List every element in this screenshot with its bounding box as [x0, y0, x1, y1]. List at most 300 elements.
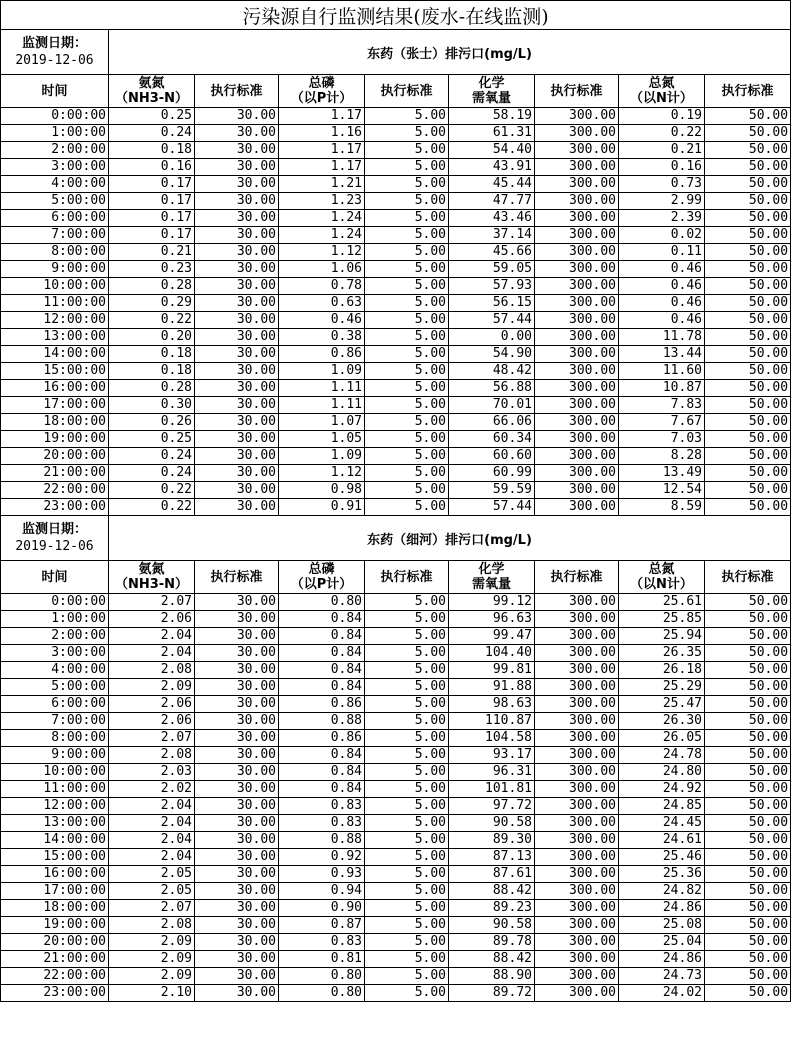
- nitrogen-cell: 24.86: [619, 900, 705, 917]
- column-header-line: 总磷: [308, 562, 335, 577]
- column-header: [619, 75, 705, 108]
- column-header-line: 氨氮: [138, 562, 165, 577]
- cod-limit-cell: 300.00: [535, 227, 619, 244]
- time-cell: 0:00:00: [1, 108, 109, 125]
- ammonia-limit-cell: 30.00: [195, 849, 279, 866]
- ammonia-limit-cell: 30.00: [195, 176, 279, 193]
- phosphorus-cell: 1.07: [279, 414, 365, 431]
- time-cell: 17:00:00: [1, 397, 109, 414]
- nitrogen-cell: 25.94: [619, 628, 705, 645]
- nitrogen-limit-cell: 50.00: [705, 594, 791, 611]
- phosphorus-cell: 0.93: [279, 866, 365, 883]
- table-row: [1, 883, 791, 900]
- phosphorus-cell: 0.84: [279, 764, 365, 781]
- ammonia-cell: 0.18: [109, 363, 195, 380]
- ammonia-cell: 0.24: [109, 465, 195, 482]
- outlet-name: 东药（细河）排污口(mg/L): [109, 516, 791, 561]
- nitrogen-limit-cell: 50.00: [705, 866, 791, 883]
- phosphorus-cell: 1.12: [279, 244, 365, 261]
- phosphorus-limit-cell: 5.00: [365, 968, 449, 985]
- nitrogen-cell: 0.46: [619, 295, 705, 312]
- table-row: [1, 798, 791, 815]
- table-row: [1, 414, 791, 431]
- phosphorus-limit-cell: 5.00: [365, 278, 449, 295]
- nitrogen-cell: 2.39: [619, 210, 705, 227]
- phosphorus-cell: 1.21: [279, 176, 365, 193]
- cod-cell: 61.31: [449, 125, 535, 142]
- column-header-line: 时间: [41, 83, 68, 99]
- time-cell: 7:00:00: [1, 227, 109, 244]
- cod-cell: 57.93: [449, 278, 535, 295]
- column-header-line: 执行标准: [380, 569, 433, 585]
- cod-cell: 104.58: [449, 730, 535, 747]
- phosphorus-cell: 0.80: [279, 985, 365, 1002]
- ammonia-cell: 2.08: [109, 747, 195, 764]
- column-header: [705, 75, 791, 108]
- time-cell: 10:00:00: [1, 278, 109, 295]
- phosphorus-limit-cell: 5.00: [365, 431, 449, 448]
- column-header-line: 执行标准: [721, 83, 774, 99]
- cod-limit-cell: 300.00: [535, 934, 619, 951]
- date-row: [1, 30, 791, 75]
- nitrogen-limit-cell: 50.00: [705, 448, 791, 465]
- cod-limit-cell: 300.00: [535, 499, 619, 516]
- time-cell: 9:00:00: [1, 747, 109, 764]
- phosphorus-limit-cell: 5.00: [365, 380, 449, 397]
- phosphorus-limit-cell: 5.00: [365, 781, 449, 798]
- time-cell: 9:00:00: [1, 261, 109, 278]
- table-row: [1, 645, 791, 662]
- nitrogen-cell: 0.73: [619, 176, 705, 193]
- time-cell: 23:00:00: [1, 499, 109, 516]
- time-cell: 3:00:00: [1, 159, 109, 176]
- nitrogen-limit-cell: 50.00: [705, 227, 791, 244]
- ammonia-limit-cell: 30.00: [195, 696, 279, 713]
- ammonia-limit-cell: 30.00: [195, 448, 279, 465]
- nitrogen-limit-cell: 50.00: [705, 781, 791, 798]
- phosphorus-limit-cell: 5.00: [365, 244, 449, 261]
- nitrogen-cell: 0.46: [619, 278, 705, 295]
- ammonia-cell: 0.22: [109, 312, 195, 329]
- cod-cell: 87.13: [449, 849, 535, 866]
- outlet-name: 东药（张士）排污口(mg/L): [109, 30, 791, 75]
- ammonia-limit-cell: 30.00: [195, 261, 279, 278]
- cod-limit-cell: 300.00: [535, 261, 619, 278]
- ammonia-cell: 0.17: [109, 210, 195, 227]
- column-header-line: 需氧量: [471, 577, 511, 592]
- time-cell: 10:00:00: [1, 764, 109, 781]
- ammonia-cell: 2.04: [109, 832, 195, 849]
- nitrogen-cell: 26.35: [619, 645, 705, 662]
- phosphorus-cell: 0.84: [279, 645, 365, 662]
- phosphorus-cell: 0.92: [279, 849, 365, 866]
- ammonia-cell: 0.28: [109, 278, 195, 295]
- column-header: [365, 75, 449, 108]
- cod-cell: 91.88: [449, 679, 535, 696]
- cod-cell: 59.05: [449, 261, 535, 278]
- table-row: [1, 815, 791, 832]
- nitrogen-limit-cell: 50.00: [705, 951, 791, 968]
- phosphorus-limit-cell: 5.00: [365, 662, 449, 679]
- ammonia-cell: 0.30: [109, 397, 195, 414]
- table-row: [1, 193, 791, 210]
- nitrogen-cell: 10.87: [619, 380, 705, 397]
- report-title: 污染源自行监测结果(废水-在线监测): [1, 1, 791, 30]
- cod-limit-cell: 300.00: [535, 883, 619, 900]
- time-cell: 12:00:00: [1, 798, 109, 815]
- time-cell: 1:00:00: [1, 611, 109, 628]
- phosphorus-limit-cell: 5.00: [365, 730, 449, 747]
- nitrogen-limit-cell: 50.00: [705, 176, 791, 193]
- nitrogen-cell: 7.83: [619, 397, 705, 414]
- date-label: 监测日期：: [21, 522, 87, 537]
- nitrogen-limit-cell: 50.00: [705, 815, 791, 832]
- cod-limit-cell: 300.00: [535, 482, 619, 499]
- phosphorus-cell: 0.84: [279, 747, 365, 764]
- ammonia-limit-cell: 30.00: [195, 142, 279, 159]
- phosphorus-cell: 1.11: [279, 397, 365, 414]
- phosphorus-limit-cell: 5.00: [365, 295, 449, 312]
- table-row: [1, 261, 791, 278]
- ammonia-limit-cell: 30.00: [195, 628, 279, 645]
- cod-limit-cell: 300.00: [535, 730, 619, 747]
- phosphorus-cell: 1.12: [279, 465, 365, 482]
- column-header-line: 化学: [478, 76, 505, 91]
- nitrogen-limit-cell: 50.00: [705, 917, 791, 934]
- column-header-line: （以P计）: [290, 91, 353, 106]
- ammonia-limit-cell: 30.00: [195, 645, 279, 662]
- nitrogen-limit-cell: 50.00: [705, 679, 791, 696]
- phosphorus-cell: 0.80: [279, 968, 365, 985]
- ammonia-cell: 0.17: [109, 227, 195, 244]
- phosphorus-limit-cell: 5.00: [365, 645, 449, 662]
- ammonia-cell: 2.10: [109, 985, 195, 1002]
- time-cell: 3:00:00: [1, 645, 109, 662]
- ammonia-limit-cell: 30.00: [195, 380, 279, 397]
- table-row: [1, 431, 791, 448]
- table-row: [1, 278, 791, 295]
- ammonia-limit-cell: 30.00: [195, 764, 279, 781]
- nitrogen-cell: 26.05: [619, 730, 705, 747]
- nitrogen-limit-cell: 50.00: [705, 832, 791, 849]
- time-cell: 16:00:00: [1, 866, 109, 883]
- ammonia-limit-cell: 30.00: [195, 193, 279, 210]
- cod-cell: 98.63: [449, 696, 535, 713]
- nitrogen-limit-cell: 50.00: [705, 696, 791, 713]
- table-row: [1, 176, 791, 193]
- phosphorus-limit-cell: 5.00: [365, 985, 449, 1002]
- column-header: [279, 75, 365, 108]
- ammonia-cell: 0.23: [109, 261, 195, 278]
- nitrogen-cell: 24.45: [619, 815, 705, 832]
- phosphorus-limit-cell: 5.00: [365, 261, 449, 278]
- phosphorus-limit-cell: 5.00: [365, 465, 449, 482]
- ammonia-limit-cell: 30.00: [195, 227, 279, 244]
- nitrogen-limit-cell: 50.00: [705, 798, 791, 815]
- nitrogen-cell: 7.03: [619, 431, 705, 448]
- ammonia-cell: 2.08: [109, 917, 195, 934]
- phosphorus-cell: 1.24: [279, 210, 365, 227]
- phosphorus-limit-cell: 5.00: [365, 125, 449, 142]
- phosphorus-cell: 0.83: [279, 815, 365, 832]
- ammonia-cell: 2.07: [109, 900, 195, 917]
- table-row: [1, 346, 791, 363]
- cod-cell: 89.23: [449, 900, 535, 917]
- phosphorus-limit-cell: 5.00: [365, 363, 449, 380]
- cod-limit-cell: 300.00: [535, 244, 619, 261]
- column-header: [279, 561, 365, 594]
- column-header-line: 总氮: [648, 562, 675, 577]
- ammonia-limit-cell: 30.00: [195, 397, 279, 414]
- cod-limit-cell: 300.00: [535, 312, 619, 329]
- cod-limit-cell: 300.00: [535, 431, 619, 448]
- nitrogen-limit-cell: 50.00: [705, 662, 791, 679]
- ammonia-limit-cell: 30.00: [195, 679, 279, 696]
- ammonia-cell: 2.03: [109, 764, 195, 781]
- nitrogen-cell: 24.02: [619, 985, 705, 1002]
- phosphorus-cell: 1.24: [279, 227, 365, 244]
- phosphorus-limit-cell: 5.00: [365, 815, 449, 832]
- phosphorus-limit-cell: 5.00: [365, 934, 449, 951]
- nitrogen-limit-cell: 50.00: [705, 934, 791, 951]
- cod-limit-cell: 300.00: [535, 108, 619, 125]
- nitrogen-cell: 11.78: [619, 329, 705, 346]
- cod-cell: 70.01: [449, 397, 535, 414]
- ammonia-limit-cell: 30.00: [195, 662, 279, 679]
- time-cell: 11:00:00: [1, 781, 109, 798]
- column-header: [449, 75, 535, 108]
- column-header: [365, 561, 449, 594]
- phosphorus-cell: 0.94: [279, 883, 365, 900]
- phosphorus-cell: 0.80: [279, 594, 365, 611]
- ammonia-cell: 0.18: [109, 346, 195, 363]
- ammonia-limit-cell: 30.00: [195, 108, 279, 125]
- ammonia-cell: 2.02: [109, 781, 195, 798]
- phosphorus-cell: 0.84: [279, 679, 365, 696]
- ammonia-limit-cell: 30.00: [195, 866, 279, 883]
- phosphorus-cell: 0.88: [279, 713, 365, 730]
- column-header: [535, 75, 619, 108]
- ammonia-cell: 0.22: [109, 499, 195, 516]
- nitrogen-cell: 0.22: [619, 125, 705, 142]
- ammonia-limit-cell: 30.00: [195, 465, 279, 482]
- ammonia-limit-cell: 30.00: [195, 312, 279, 329]
- nitrogen-cell: 24.82: [619, 883, 705, 900]
- cod-cell: 60.60: [449, 448, 535, 465]
- time-cell: 4:00:00: [1, 662, 109, 679]
- time-cell: 0:00:00: [1, 594, 109, 611]
- time-cell: 17:00:00: [1, 883, 109, 900]
- phosphorus-limit-cell: 5.00: [365, 713, 449, 730]
- cod-limit-cell: 300.00: [535, 696, 619, 713]
- ammonia-limit-cell: 30.00: [195, 798, 279, 815]
- cod-limit-cell: 300.00: [535, 968, 619, 985]
- phosphorus-limit-cell: 5.00: [365, 747, 449, 764]
- nitrogen-limit-cell: 50.00: [705, 611, 791, 628]
- phosphorus-limit-cell: 5.00: [365, 883, 449, 900]
- time-cell: 8:00:00: [1, 244, 109, 261]
- column-header-line: 氨氮: [138, 76, 165, 91]
- nitrogen-limit-cell: 50.00: [705, 159, 791, 176]
- ammonia-limit-cell: 30.00: [195, 713, 279, 730]
- table-row: [1, 295, 791, 312]
- nitrogen-cell: 24.61: [619, 832, 705, 849]
- phosphorus-limit-cell: 5.00: [365, 696, 449, 713]
- phosphorus-limit-cell: 5.00: [365, 832, 449, 849]
- nitrogen-cell: 24.73: [619, 968, 705, 985]
- column-header-line: （以N计）: [630, 577, 693, 592]
- phosphorus-limit-cell: 5.00: [365, 611, 449, 628]
- ammonia-cell: 2.06: [109, 696, 195, 713]
- column-header-line: （以N计）: [630, 91, 693, 106]
- nitrogen-limit-cell: 50.00: [705, 244, 791, 261]
- cod-limit-cell: 300.00: [535, 329, 619, 346]
- date-row: [1, 516, 791, 561]
- nitrogen-cell: 25.08: [619, 917, 705, 934]
- title-row: [1, 1, 791, 30]
- cod-limit-cell: 300.00: [535, 781, 619, 798]
- phosphorus-limit-cell: 5.00: [365, 329, 449, 346]
- column-header: [1, 561, 109, 594]
- phosphorus-cell: 1.23: [279, 193, 365, 210]
- cod-cell: 110.87: [449, 713, 535, 730]
- phosphorus-limit-cell: 5.00: [365, 448, 449, 465]
- ammonia-limit-cell: 30.00: [195, 159, 279, 176]
- phosphorus-cell: 0.81: [279, 951, 365, 968]
- table-row: [1, 713, 791, 730]
- phosphorus-cell: 0.86: [279, 696, 365, 713]
- column-header-line: 执行标准: [550, 83, 603, 99]
- time-cell: 2:00:00: [1, 628, 109, 645]
- table-row: [1, 696, 791, 713]
- cod-limit-cell: 300.00: [535, 866, 619, 883]
- ammonia-limit-cell: 30.00: [195, 295, 279, 312]
- nitrogen-cell: 0.21: [619, 142, 705, 159]
- phosphorus-limit-cell: 5.00: [365, 900, 449, 917]
- nitrogen-limit-cell: 50.00: [705, 295, 791, 312]
- ammonia-cell: 0.24: [109, 448, 195, 465]
- ammonia-limit-cell: 30.00: [195, 934, 279, 951]
- time-cell: 6:00:00: [1, 210, 109, 227]
- phosphorus-cell: 0.98: [279, 482, 365, 499]
- phosphorus-cell: 1.17: [279, 142, 365, 159]
- cod-limit-cell: 300.00: [535, 397, 619, 414]
- ammonia-limit-cell: 30.00: [195, 730, 279, 747]
- column-header: [195, 75, 279, 108]
- table-row: [1, 380, 791, 397]
- nitrogen-limit-cell: 50.00: [705, 968, 791, 985]
- time-cell: 20:00:00: [1, 448, 109, 465]
- cod-cell: 57.44: [449, 499, 535, 516]
- cod-cell: 60.34: [449, 431, 535, 448]
- ammonia-limit-cell: 30.00: [195, 883, 279, 900]
- column-header-line: 总氮: [648, 76, 675, 91]
- cod-cell: 101.81: [449, 781, 535, 798]
- cod-cell: 90.58: [449, 815, 535, 832]
- cod-cell: 47.77: [449, 193, 535, 210]
- column-header-line: 执行标准: [550, 569, 603, 585]
- ammonia-cell: 2.05: [109, 883, 195, 900]
- ammonia-limit-cell: 30.00: [195, 244, 279, 261]
- nitrogen-limit-cell: 50.00: [705, 380, 791, 397]
- nitrogen-cell: 13.44: [619, 346, 705, 363]
- phosphorus-cell: 0.38: [279, 329, 365, 346]
- table-row: [1, 482, 791, 499]
- time-cell: 15:00:00: [1, 849, 109, 866]
- nitrogen-limit-cell: 50.00: [705, 499, 791, 516]
- nitrogen-cell: 26.30: [619, 713, 705, 730]
- phosphorus-cell: 1.16: [279, 125, 365, 142]
- column-header: [195, 561, 279, 594]
- time-cell: 13:00:00: [1, 329, 109, 346]
- column-header-line: （以P计）: [290, 577, 353, 592]
- phosphorus-cell: 0.88: [279, 832, 365, 849]
- time-cell: 21:00:00: [1, 951, 109, 968]
- nitrogen-limit-cell: 50.00: [705, 210, 791, 227]
- cod-limit-cell: 300.00: [535, 380, 619, 397]
- nitrogen-cell: 0.46: [619, 312, 705, 329]
- phosphorus-limit-cell: 5.00: [365, 679, 449, 696]
- phosphorus-cell: 0.86: [279, 346, 365, 363]
- date-value: 2019-12-06: [15, 53, 94, 68]
- nitrogen-cell: 24.85: [619, 798, 705, 815]
- nitrogen-cell: 0.19: [619, 108, 705, 125]
- phosphorus-cell: 0.83: [279, 798, 365, 815]
- cod-cell: 99.47: [449, 628, 535, 645]
- ammonia-limit-cell: 30.00: [195, 329, 279, 346]
- table-row: [1, 730, 791, 747]
- phosphorus-cell: 1.11: [279, 380, 365, 397]
- phosphorus-limit-cell: 5.00: [365, 849, 449, 866]
- time-cell: 11:00:00: [1, 295, 109, 312]
- ammonia-cell: 2.06: [109, 611, 195, 628]
- cod-cell: 90.58: [449, 917, 535, 934]
- ammonia-cell: 2.09: [109, 934, 195, 951]
- table-row: [1, 934, 791, 951]
- cod-limit-cell: 300.00: [535, 679, 619, 696]
- nitrogen-cell: 11.60: [619, 363, 705, 380]
- date-value: 2019-12-06: [15, 539, 94, 554]
- ammonia-cell: 0.24: [109, 125, 195, 142]
- phosphorus-limit-cell: 5.00: [365, 499, 449, 516]
- nitrogen-cell: 25.04: [619, 934, 705, 951]
- cod-limit-cell: 300.00: [535, 142, 619, 159]
- phosphorus-cell: 0.84: [279, 781, 365, 798]
- cod-cell: 54.40: [449, 142, 535, 159]
- nitrogen-limit-cell: 50.00: [705, 108, 791, 125]
- cod-limit-cell: 300.00: [535, 764, 619, 781]
- phosphorus-limit-cell: 5.00: [365, 346, 449, 363]
- column-header-line: 执行标准: [210, 569, 263, 585]
- cod-limit-cell: 300.00: [535, 295, 619, 312]
- table-row: [1, 142, 791, 159]
- cod-limit-cell: 300.00: [535, 210, 619, 227]
- column-header: [619, 561, 705, 594]
- cod-limit-cell: 300.00: [535, 815, 619, 832]
- phosphorus-limit-cell: 5.00: [365, 917, 449, 934]
- cod-limit-cell: 300.00: [535, 951, 619, 968]
- cod-cell: 45.44: [449, 176, 535, 193]
- ammonia-limit-cell: 30.00: [195, 414, 279, 431]
- ammonia-limit-cell: 30.00: [195, 968, 279, 985]
- cod-cell: 96.31: [449, 764, 535, 781]
- nitrogen-cell: 0.16: [619, 159, 705, 176]
- nitrogen-cell: 7.67: [619, 414, 705, 431]
- ammonia-limit-cell: 30.00: [195, 125, 279, 142]
- nitrogen-cell: 2.99: [619, 193, 705, 210]
- nitrogen-limit-cell: 50.00: [705, 142, 791, 159]
- ammonia-cell: 2.05: [109, 866, 195, 883]
